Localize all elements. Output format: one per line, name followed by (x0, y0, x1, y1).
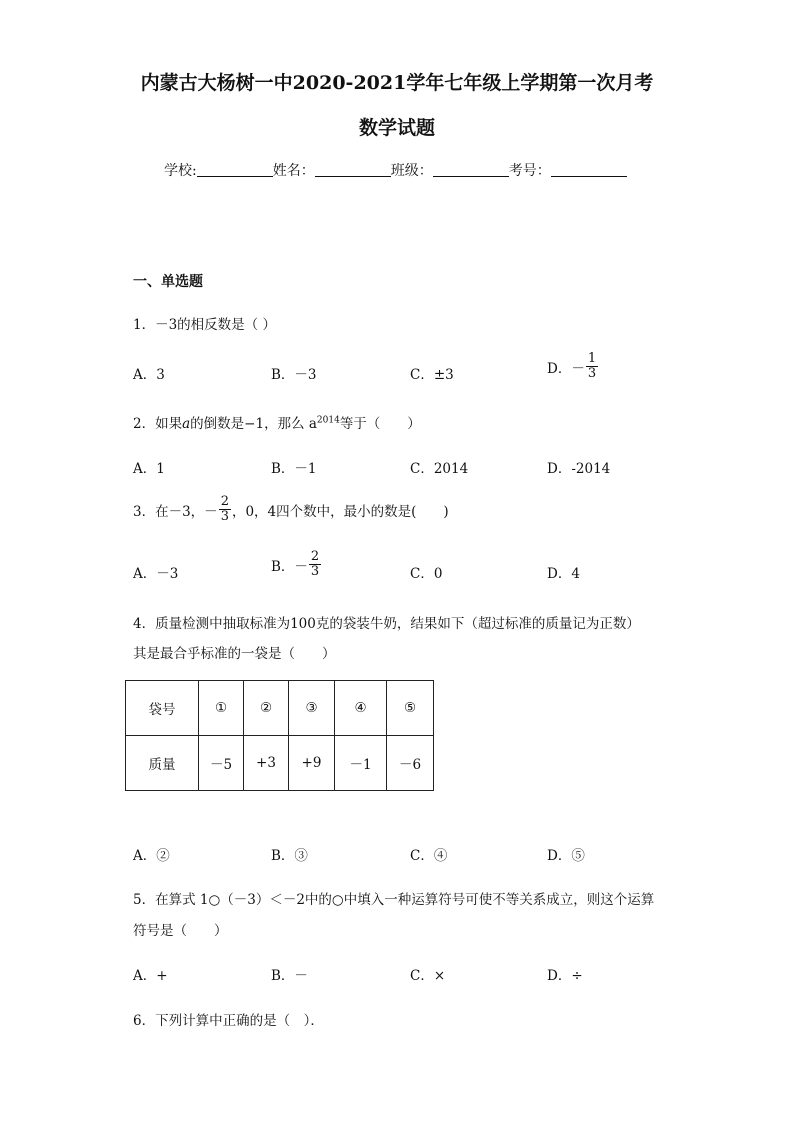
q2-exponent: 2014 (316, 415, 340, 426)
exam-no-label: 考号： (508, 163, 551, 179)
q1-option-c: C．±3 (410, 367, 454, 383)
exam-no-blank (551, 162, 627, 177)
q1-option-d (547, 352, 599, 381)
question-2-stem (133, 412, 421, 432)
school-label: 学校: (164, 163, 197, 179)
q2-option-d: D．-2014 (547, 461, 611, 477)
table-cell: ② (244, 681, 289, 736)
table-cell: －5 (199, 736, 244, 791)
table-cell: +9 (289, 736, 335, 791)
school-blank (197, 162, 273, 177)
q2-variable: a (182, 416, 191, 432)
table-cell: ⑤ (387, 681, 434, 736)
question-4-line-1: 4．质量检测中抽取标准为100克的袋装牛奶，结果如下（超过标准的质量记为正数） (133, 616, 640, 632)
question-6-stem: 6．下列计算中正确的是（ ）． (133, 1013, 324, 1029)
q2-option-b: B．－1 (271, 461, 317, 477)
name-blank (315, 162, 391, 177)
question-3-stem (133, 495, 449, 524)
q2-text-2: 的倒数是 (190, 416, 245, 432)
table-row (126, 681, 434, 736)
q2-option-a: A．1 (133, 461, 165, 477)
fraction-denominator: 3 (220, 509, 229, 524)
q3-option-b (271, 550, 322, 579)
fraction-numerator: 2 (310, 549, 320, 564)
q5-option-a: A．+ (133, 968, 168, 984)
class-label: 班级： (390, 163, 433, 179)
q3-text-1: 3．在－3，－ (133, 503, 218, 520)
question-4-line-2: 其是最合乎标准的一袋是（ ） (133, 646, 336, 662)
table-cell: ④ (335, 681, 387, 736)
class-blank (433, 162, 509, 177)
q4-option-b: B．③ (271, 848, 308, 864)
table-cell: +3 (244, 736, 289, 791)
question-5-line-1: 5．在算式 1○（－3）＜－2中的○中填入一种运算符号可使不等关系成立，则这个运算 (133, 892, 655, 908)
table-cell: 袋号 (126, 681, 199, 736)
q3-text-2: ，0，4四个数中，最小的数是( ) (231, 503, 449, 520)
table-cell: ③ (289, 681, 335, 736)
table-row (126, 736, 434, 791)
fraction-denominator: 3 (310, 564, 320, 579)
q1-option-a: A．3 (133, 367, 165, 383)
table-cell: －6 (387, 736, 434, 791)
q4-option-d: D．⑤ (547, 848, 585, 864)
q5-option-c: C．× (410, 968, 446, 984)
q5-option-b: B．－ (271, 968, 308, 984)
table-cell: －1 (335, 736, 387, 791)
section-heading: 一、单选题 (133, 274, 203, 290)
q2-text-3: −1 (244, 416, 265, 432)
table-cell: ① (199, 681, 244, 736)
fraction-numerator: 1 (587, 351, 597, 366)
q3-option-b-prefix: B．－ (271, 558, 308, 575)
q2-text-5: 等于（ ） (339, 416, 421, 432)
q2-text-4: ，那么 a (264, 416, 317, 432)
q1-option-d-prefix: D．－ (547, 360, 585, 377)
q2-text-1: 2．如果 (133, 416, 183, 432)
q5-option-d: D．÷ (547, 968, 583, 984)
question-1-stem: 1．－3的相反数是（ ） (133, 317, 276, 333)
exam-title: 内蒙古大杨树一中2020-2021学年七年级上学期第一次月考 (140, 72, 654, 94)
q4-option-a: A．② (133, 848, 170, 864)
table-cell: 质量 (126, 736, 199, 791)
name-label: 姓名： (272, 163, 315, 179)
question-5-line-2: 符号是（ ） (133, 923, 228, 939)
q3-option-c: C．0 (410, 566, 443, 582)
q3-option-d: D．4 (547, 566, 580, 582)
q1-option-d-fraction (586, 352, 598, 381)
q4-option-c: C．④ (410, 848, 448, 864)
q3-option-a: A．－3 (133, 566, 179, 582)
fraction-denominator: 3 (587, 366, 597, 381)
fraction-numerator: 2 (220, 494, 229, 509)
student-info-line (164, 160, 627, 180)
q3-fraction (219, 495, 231, 524)
exam-subject: 数学试题 (358, 117, 435, 139)
q1-option-b: B．－3 (271, 367, 317, 383)
milk-weight-table (125, 680, 434, 791)
q2-option-c: C．2014 (410, 461, 469, 477)
q3-option-b-fraction (309, 550, 321, 579)
